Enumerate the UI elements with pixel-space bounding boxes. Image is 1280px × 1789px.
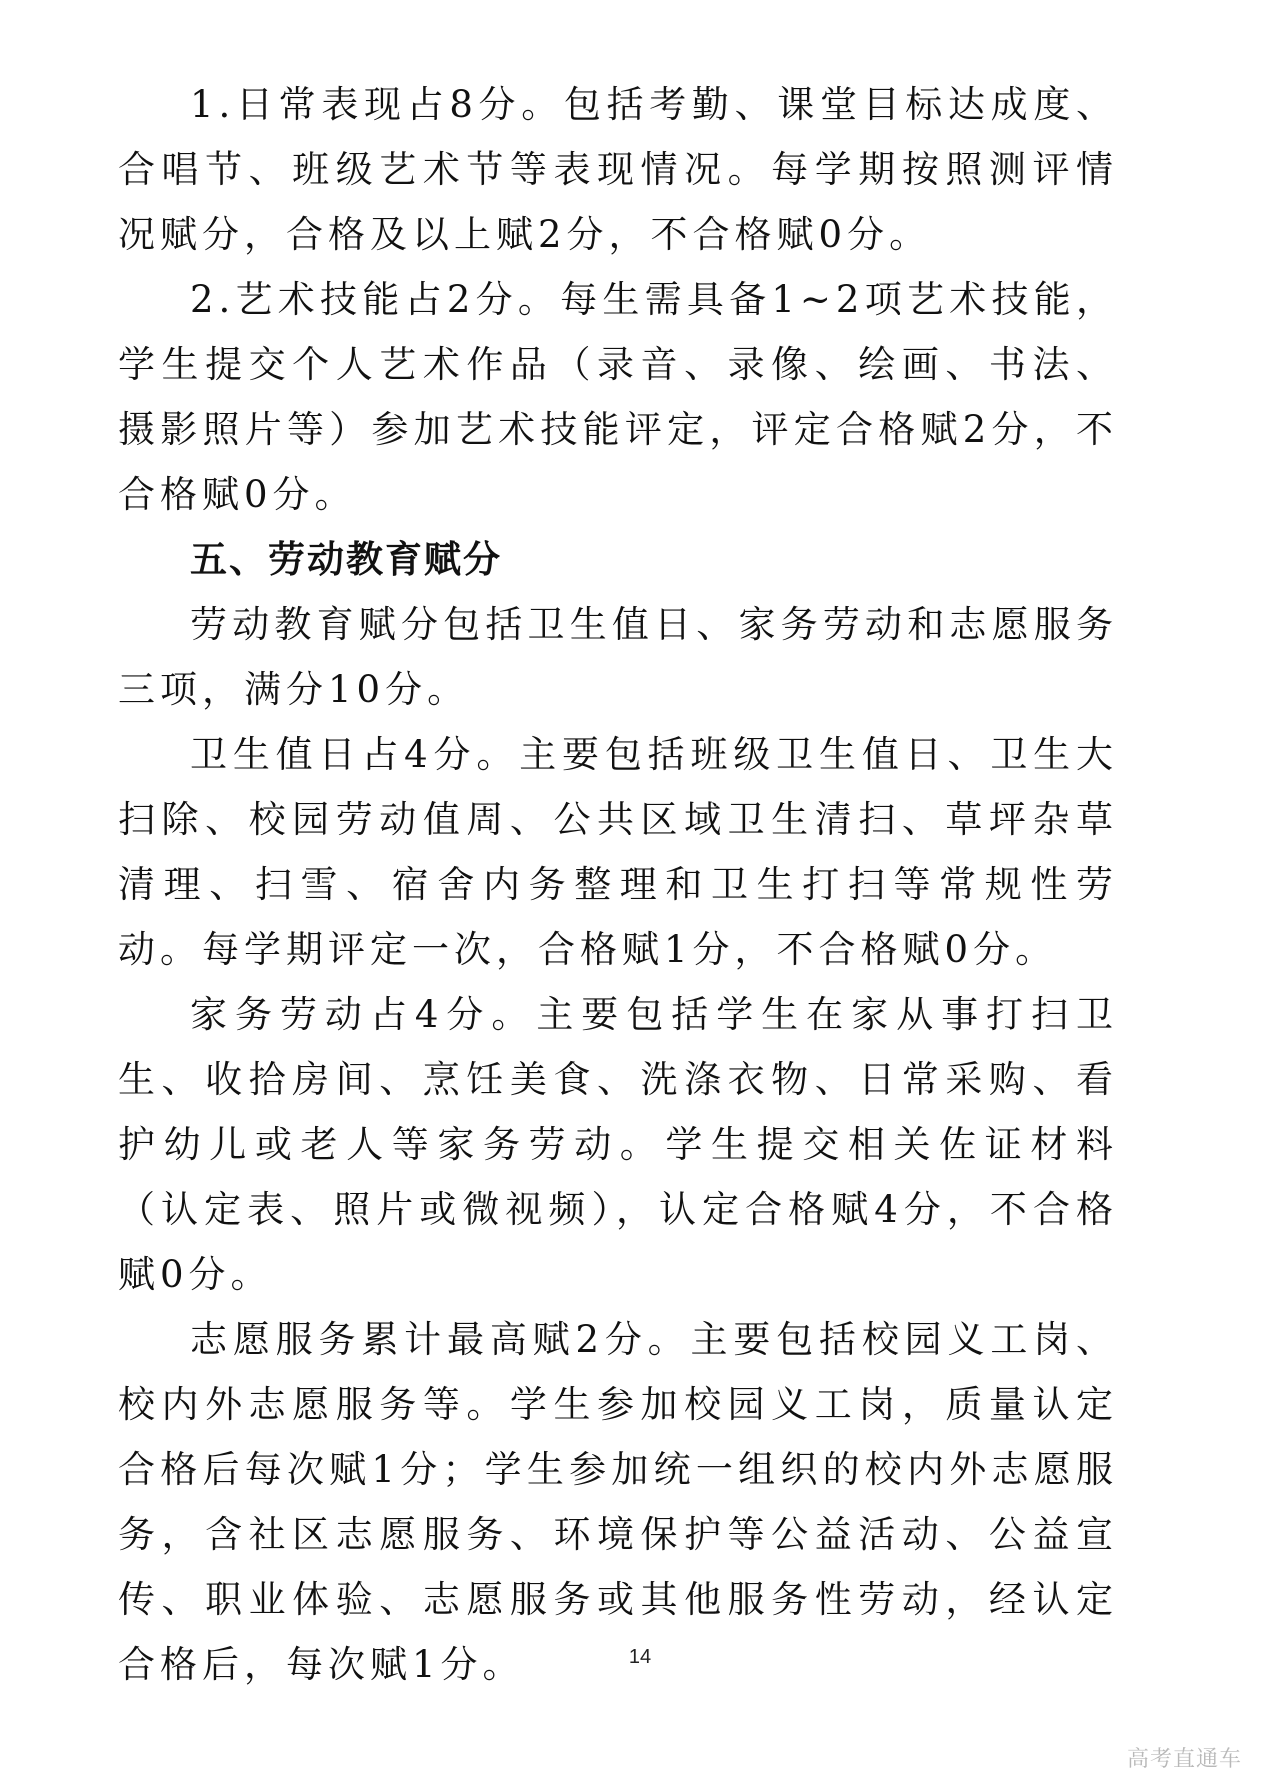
paragraph-housework: 家务劳动占4分。主要包括学生在家从事打扫卫生、收拾房间、烹饪美食、洗涤衣物、日常采购、看护幼儿或老人等家务劳动。学生提交相关佐证材料（认定表、照片或微视频），认定合格赋4分，不合格赋0分。 <box>118 993 1118 1296</box>
page-number: 14 <box>628 1646 652 1668</box>
paragraph-volunteer-service: 志愿服务累计最高赋2分。主要包括校园义工岗、校内外志愿服务等。学生参加校园义工岗，质量认定合格后每次赋1分；学生参加统一组织的校内外志愿服务，含社区志愿服务、环境保护等公益活动、公益宣传、职业体验、志愿服务或其他服务性劳动，经认定合格后，每次赋1分。 <box>118 1318 1118 1686</box>
body-text <box>118 72 1118 1697</box>
paragraph-art-skills: 2.艺术技能占2分。每生需具备1~2项艺术技能，学生提交个人艺术作品（录音、录像、绘画、书法、摄影照片等）参加艺术技能评定，评定合格赋2分，不合格赋0分。 <box>118 278 1118 516</box>
watermark: 高考直通车 <box>1126 1747 1242 1772</box>
paragraph-hygiene-duty: 卫生值日占4分。主要包括班级卫生值日、卫生大扫除、校园劳动值周、公共区域卫生清扫、草坪杂草清理、扫雪、宿舍内务整理和卫生打扫等常规性劳动。每学期评定一次，合格赋1分，不合格赋0分。 <box>118 733 1118 971</box>
paragraph-labor-overview: 劳动教育赋分包括卫生值日、家务劳动和志愿服务三项，满分10分。 <box>118 603 1118 711</box>
paragraph-daily-performance: 1.日常表现占8分。包括考勤、课堂目标达成度、合唱节、班级艺术节等表现情况。每学期按照测评情况赋分，合格及以上赋2分，不合格赋0分。 <box>118 83 1118 256</box>
section-heading-labor-education: 五、劳动教育赋分 <box>190 538 502 581</box>
